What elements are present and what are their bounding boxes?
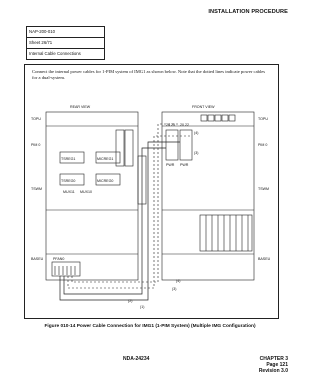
mux10-label: MUX10 [80, 190, 92, 194]
pwr-label-1: PWR [180, 163, 189, 167]
callout-1: (1) [140, 305, 145, 309]
front-cabinet [162, 112, 254, 280]
topu-label-right: TOPU [258, 117, 268, 121]
callout-3b: (3) [194, 151, 199, 155]
pim0-label-left: PIM 0 [31, 143, 41, 147]
footer-info [259, 356, 288, 374]
page-header-title: INSTALLATION PROCEDURE [208, 9, 288, 15]
dual-cable-3 [68, 136, 192, 288]
tsreg0-label: TSREG0 [61, 179, 76, 183]
topu-label-left: TOPU [31, 117, 41, 121]
pwr-number-1: 20 22 [180, 123, 189, 127]
pwr-label-0: PWR [166, 163, 175, 167]
doc-id: NAP-200-010 [27, 27, 104, 38]
footer-chapter: CHAPTER 3 [259, 356, 288, 362]
micreg1-label: MICREG1 [97, 157, 114, 161]
footer-doc: NDA-24234 [123, 356, 150, 362]
callout-4b: (4) [194, 131, 199, 135]
figure-caption: Figure 010-14 Power Cable Connection for IMG1 (1-PIM System) (Multiple IMG Configuration) [44, 324, 256, 329]
baseu-label-right: BASEU [258, 257, 271, 261]
footer-revision: Revision 3.0 [258, 368, 288, 374]
callout-3: (3) [172, 287, 177, 291]
tsreg1-label: TSREG1 [61, 157, 76, 161]
front-view-label: FRONT VIEW [192, 105, 215, 109]
rear-view-label: REAR VIEW [70, 105, 91, 109]
baseu-label-left: BASEU [31, 257, 44, 261]
pfan-label: PFAN0 [53, 257, 65, 261]
cable-2 [64, 148, 166, 294]
tswm-label-left: TSWM [31, 187, 42, 191]
callout-2: (2) [128, 299, 133, 303]
pim0-label-right: PIM 0 [258, 143, 268, 147]
mux11-label: MUX11 [63, 190, 75, 194]
sheet-number: Sheet 26/71 [27, 38, 104, 49]
pwr-number-0: 24 25 [166, 123, 175, 127]
micreg0-label: MICREG0 [97, 179, 114, 183]
tswm-label-right: TSWM [258, 187, 269, 191]
subject: Internal Cable Connections [29, 51, 81, 56]
footer-page: Page 121 [266, 362, 288, 368]
intro-text: Connect the internal power cables for 1-PIM system of IMG1 as shown below. Note that the dotted lines indicate power cables for a dual-system. [32, 69, 266, 80]
callout-4: (4) [176, 279, 181, 283]
